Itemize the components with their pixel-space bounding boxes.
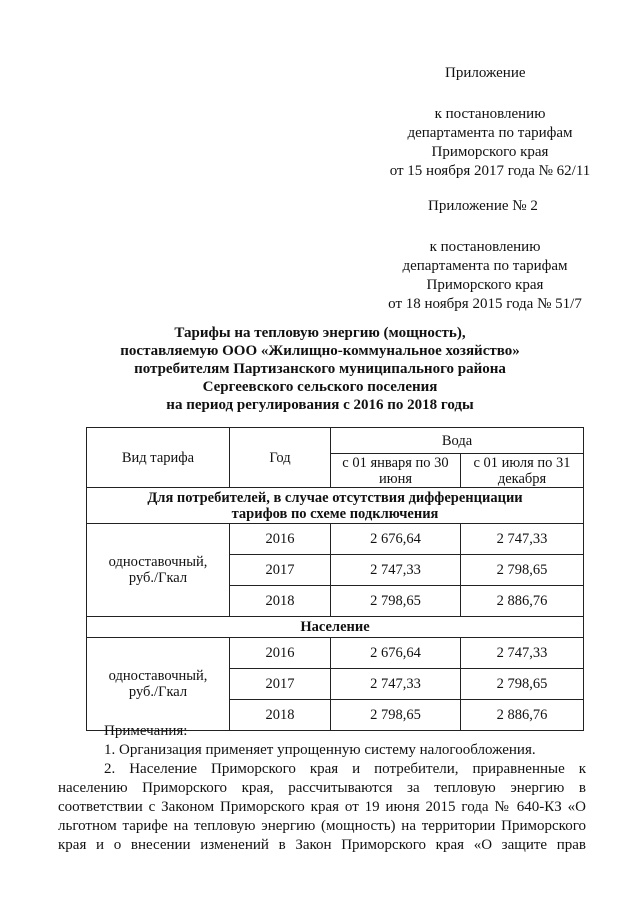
header-year: Год (230, 428, 331, 488)
note-item-1: 1. Организация применяет упрощенную систему налогообложения. (104, 742, 536, 758)
title-line: на период регулирования с 2016 по 2018 годы (166, 397, 474, 413)
value-cell: 2 886,76 (461, 700, 584, 731)
note-item-2-line: края и о внесении изменений в Закон Приморского края «О защите прав (58, 837, 586, 853)
note-item-2-line: соответствии с Законом Приморского края от 19 июня 2015 года № 640-КЗ «О (58, 799, 586, 815)
tariff-type-cell: одноставочный, руб./Гкал (87, 524, 230, 617)
value-cell: 2 676,64 (331, 524, 461, 555)
annex2-block (375, 238, 595, 314)
year-cell: 2017 (230, 669, 331, 700)
year-cell: 2016 (230, 638, 331, 669)
document-title (60, 324, 580, 414)
value-cell: 2 798,65 (461, 555, 584, 586)
value-cell: 2 798,65 (331, 700, 461, 731)
note-item-2-line: населению Приморского края, рассчитываются за тепловую энергию в (58, 780, 586, 796)
group-title: Для потребителей, в случае отсутствия дифференциации тарифов по схеме подключения (87, 488, 584, 524)
title-line: Сергеевского сельского поселения (202, 379, 438, 395)
note-item-2-line: 2. Население Приморского края и потребители, приравненные к (104, 761, 586, 777)
value-cell: 2 747,33 (331, 669, 461, 700)
value-cell: 2 747,33 (461, 524, 584, 555)
year-cell: 2017 (230, 555, 331, 586)
note-item-2-line: льготном тарифе на тепловую энергию (мощность) на территории Приморского (58, 818, 586, 834)
value-cell: 2 676,64 (331, 638, 461, 669)
annex2-line: Приморского края (426, 277, 544, 293)
annex-line: департамента по тарифам (407, 125, 573, 141)
year-cell: 2016 (230, 524, 331, 555)
notes-heading: Примечания: (104, 723, 188, 739)
notes-section (58, 722, 586, 855)
value-cell: 2 886,76 (461, 586, 584, 617)
table-row (87, 524, 584, 555)
title-line: поставляемую ООО «Жилищно-коммунальное хозяйство» (120, 343, 520, 359)
header-water: Вода (331, 428, 584, 454)
annex2-line: от 18 ноября 2015 года № 51/7 (388, 296, 582, 312)
tariffs-table (86, 427, 584, 731)
group-title: Население (87, 617, 584, 638)
annex-line: Приморского края (431, 144, 549, 160)
annex-line: от 15 ноября 2017 года № 62/11 (389, 163, 591, 179)
table-row (87, 638, 584, 669)
title-line: потребителям Партизанского муниципального района (134, 361, 506, 377)
annex-line: к постановлению (434, 106, 546, 122)
header-period-2: с 01 июля по 31 декабря (461, 454, 584, 488)
annex2-line: департамента по тарифам (402, 258, 568, 274)
annex-block (380, 105, 600, 181)
annex2-title: Приложение № 2 (428, 198, 538, 214)
header-tariff-type: Вид тарифа (87, 428, 230, 488)
value-cell: 2 798,65 (461, 669, 584, 700)
year-cell: 2018 (230, 586, 331, 617)
value-cell: 2 747,33 (461, 638, 584, 669)
tariff-type-cell: одноставочный, руб./Гкал (87, 638, 230, 731)
annex2-line: к постановлению (429, 239, 541, 255)
value-cell: 2 798,65 (331, 586, 461, 617)
title-line: Тарифы на тепловую энергию (мощность), (174, 325, 466, 341)
year-cell: 2018 (230, 700, 331, 731)
value-cell: 2 747,33 (331, 555, 461, 586)
header-period-1: с 01 января по 30 июня (331, 454, 461, 488)
annex-title: Приложение (445, 65, 526, 81)
